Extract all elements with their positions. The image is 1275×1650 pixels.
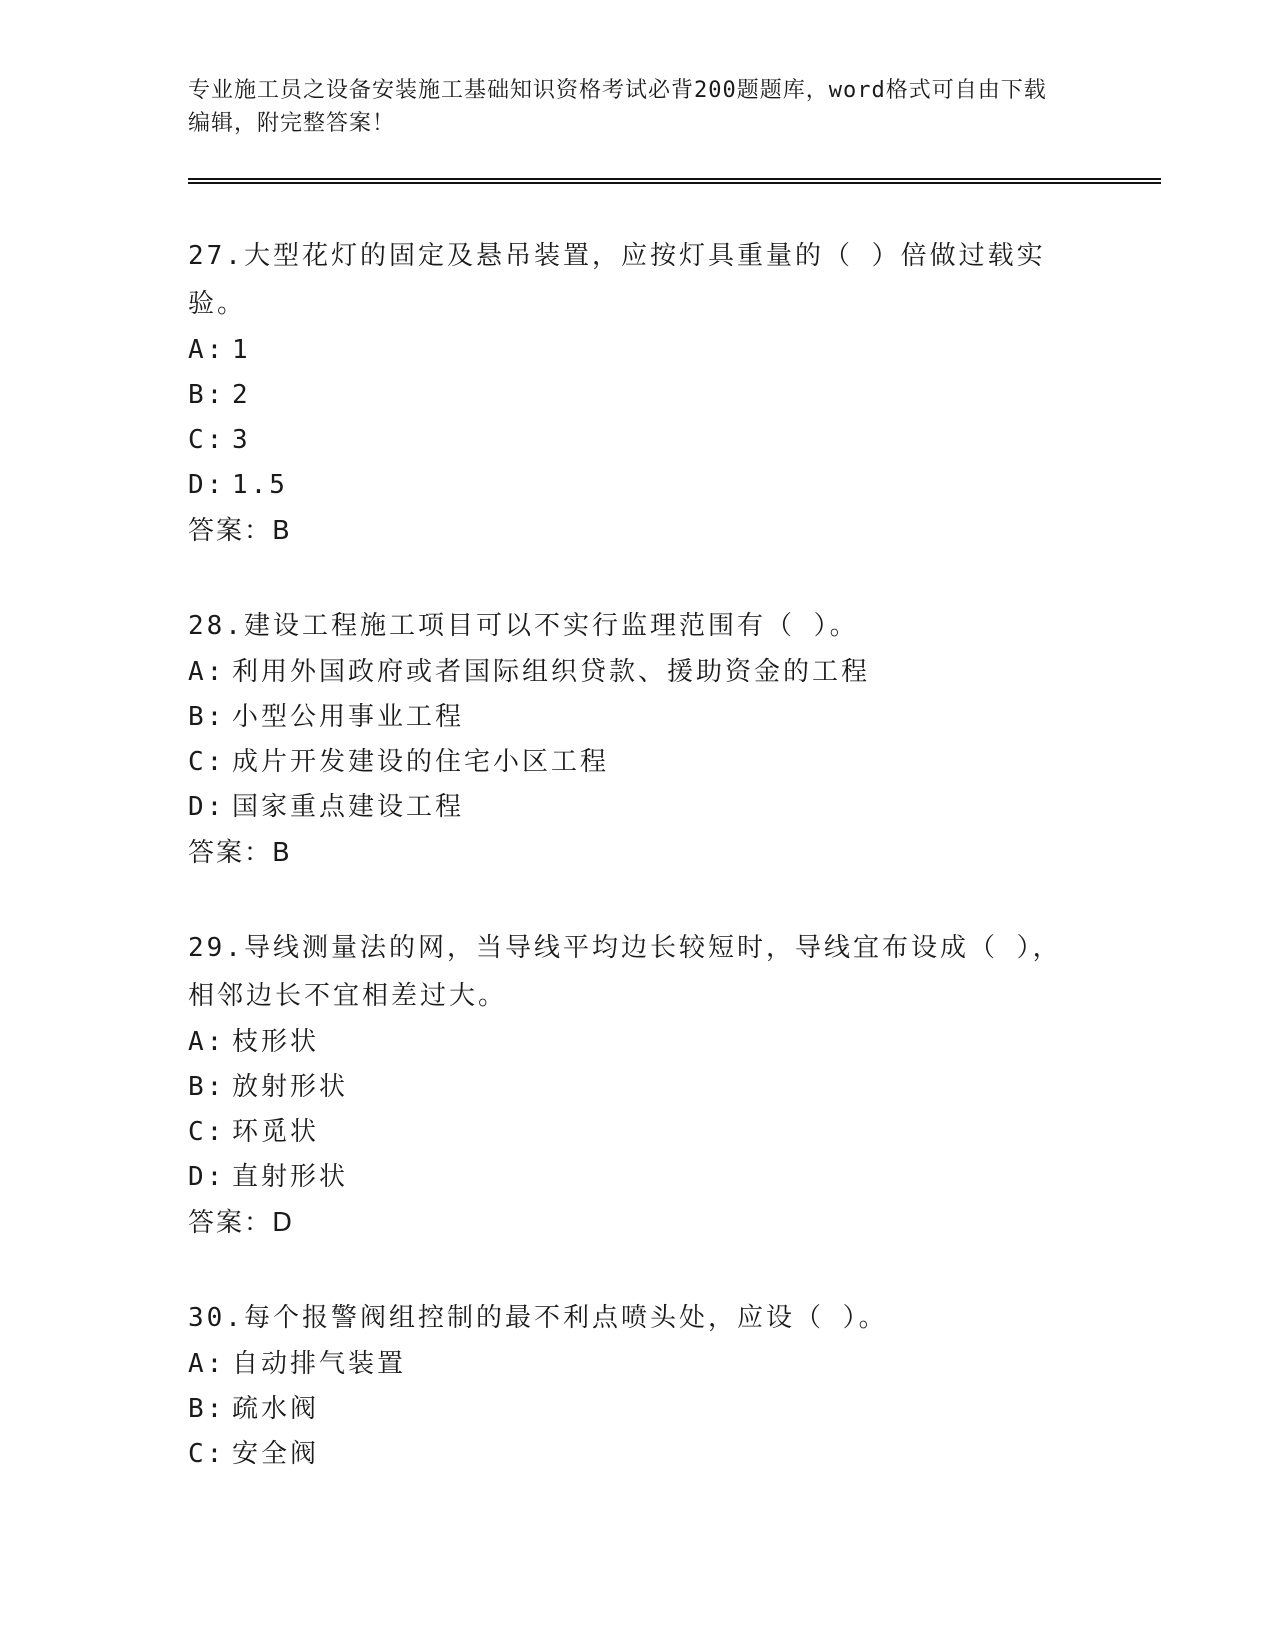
option-label: C: (188, 425, 226, 455)
option-label: C: (188, 747, 226, 777)
option-text: 1 (232, 335, 251, 365)
option-text: 放射形状 (232, 1072, 349, 1102)
option-a (188, 1020, 1088, 1065)
question-29 (188, 924, 1088, 1246)
option-text: 直射形状 (232, 1162, 349, 1192)
question-28 (188, 602, 1088, 876)
option-text: 成片开发建设的住宅小区工程 (232, 747, 610, 777)
option-text: 环觅状 (232, 1117, 320, 1147)
option-label: D: (188, 1162, 226, 1192)
option-d (188, 785, 1088, 830)
option-a (188, 1342, 1088, 1387)
option-text: 安全阀 (232, 1439, 320, 1469)
option-text: 利用外国政府或者国际组织贷款、援助资金的工程 (232, 657, 871, 687)
option-text: 自动排气装置 (232, 1349, 407, 1379)
option-c (188, 1110, 1088, 1155)
answer-line: 答案：B (188, 516, 292, 546)
option-d (188, 463, 1088, 508)
option-text: 枝形状 (232, 1027, 320, 1057)
question-stem: 30.每个报警阀组控制的最不利点喷头处，应设（ ）。 (188, 1303, 888, 1333)
option-text: 3 (232, 425, 251, 455)
option-b (188, 373, 1088, 418)
option-label: A: (188, 1349, 226, 1379)
option-c (188, 418, 1088, 463)
option-b (188, 695, 1088, 740)
option-label: C: (188, 1117, 226, 1147)
option-text: 国家重点建设工程 (232, 792, 465, 822)
option-label: A: (188, 657, 226, 687)
option-text: 1.5 (232, 470, 288, 500)
question-30 (188, 1294, 1088, 1477)
question-stem: 29.导线测量法的网，当导线平均边长较短时，导线宜布设成（ ），相邻边长不宜相差过大。 (188, 933, 1062, 1011)
answer-line: 答案：B (188, 838, 292, 868)
option-label: B: (188, 1072, 226, 1102)
question-27 (188, 232, 1088, 554)
option-label: A: (188, 335, 226, 365)
option-label: B: (188, 702, 226, 732)
header-divider (188, 178, 1161, 184)
option-b (188, 1065, 1088, 1110)
question-stem: 27.大型花灯的固定及悬吊装置，应按灯具重量的（ ）倍做过载实验。 (188, 241, 1046, 319)
option-a (188, 650, 1088, 695)
option-c (188, 740, 1088, 785)
option-text: 2 (232, 380, 251, 410)
option-text: 疏水阀 (232, 1394, 320, 1424)
option-text: 小型公用事业工程 (232, 702, 465, 732)
option-label: B: (188, 380, 226, 410)
document-header: 专业施工员之设备安装施工基础知识资格考试必背200题题库，word格式可自由下载编辑，附完整答案！ (188, 78, 1047, 136)
question-list (188, 232, 1088, 1525)
option-c (188, 1432, 1088, 1477)
option-label: D: (188, 470, 226, 500)
option-b (188, 1387, 1088, 1432)
option-a (188, 328, 1088, 373)
option-label: C: (188, 1439, 226, 1469)
answer-line: 答案：D (188, 1208, 295, 1238)
question-stem: 28.建设工程施工项目可以不实行监理范围有（ ）。 (188, 611, 859, 641)
option-label: B: (188, 1394, 226, 1424)
option-label: A: (188, 1027, 226, 1057)
option-label: D: (188, 792, 226, 822)
option-d (188, 1155, 1088, 1200)
